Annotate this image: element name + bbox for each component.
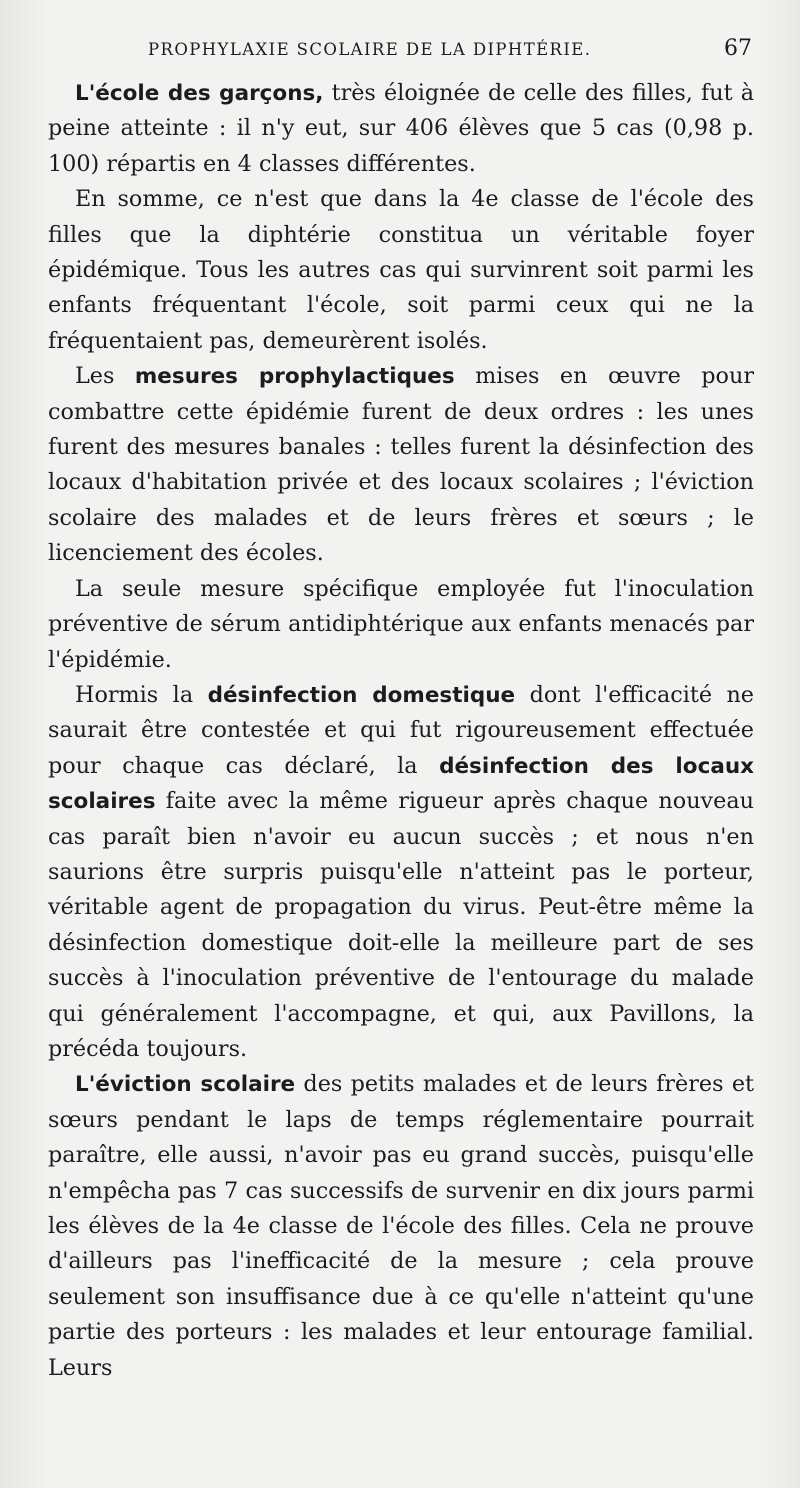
paragraph-text: Hormis la [75,681,208,708]
page-number: 67 [724,36,752,61]
paragraph [48,359,754,571]
body-text [48,76,754,1386]
paragraph-text: dont l'efficacité ne saurait être contestée et qui fut rigoureusement effectuée pour chaque cas déclaré, la [48,681,755,779]
paragraph-text: faite avec la même rigueur après chaque nouveau cas paraît bien n'avoir eu aucun succès ; et nous n'en saurions être surpris puisqu'elle n'atteint pas le porteur, véritable agent de propagation du virus. Peut-être même la désinfection domestique doit-elle la meilleure part de ses succès à l'inoculation préventive de l'entourage du malade qui généralement l'accompagne, et qui, aux Pavillons, la précéda toujours. [48,788,754,1062]
paragraph [48,572,754,678]
bold-phrase: L'éviction scolaire [75,1072,296,1098]
paragraph-text: Les [75,363,135,390]
bold-phrase: désinfection domestique [207,682,516,708]
bold-phrase: L'école des garçons, [75,81,324,106]
paragraph-text: En somme, ce n'est que dans la 4e classe de l'école des filles que la diphtérie constitua un véritable foyer épidémique. Tous les autres cas qui survinrent soit parmi les enfants fréquentant l'école, soit parmi ceux qui ne la fréquentaient pas, demeurèrent isolés. [48,186,754,354]
paragraph [48,1067,754,1386]
bold-phrase: désinfection des locaux scolaires [48,753,755,815]
paragraph-text: très éloignée de celle des filles, fut à peine atteinte : il n'y eut, sur 406 élèves que 5 cas (0,98 p. 100) répartis en 4 classes différentes. [48,80,754,177]
paragraph [48,76,754,182]
paragraph-text: des petits malades et de leurs frères et sœurs pendant le laps de temps réglementaire pourrait paraître, elle aussi, n'avoir pas eu grand succès, puisqu'elle n'empêcha pas 7 cas successifs de survenir en dix jours parmi les élèves de la 4e classe de l'école des filles. Cela ne prouve d'ailleurs pas l'inefficacité de la mesure ; cela prouve seulement son insuffisance due à ce qu'elle n'atteint qu'une partie des porteurs : les malades et leur entourage familial. Leurs [48,1071,754,1381]
paragraph-text: La seule mesure spécifique employée fut l'inoculation préventive de sérum antidiphtérique aux enfants menacés par l'épidémie. [48,575,754,673]
running-header [70,36,752,66]
paragraph [48,678,754,1067]
paragraph [48,182,754,359]
paragraph-text: mises en œuvre pour combattre cette épidémie furent de deux ordres : les unes furent des mesures banales : telles furent la désinfection des locaux d'habitation privée et des locaux scolaires ; l'éviction scolaire des malades et de leurs frères et sœurs ; le licenciement des écoles. [48,363,754,567]
running-title: PROPHYLAXIE SCOLAIRE DE LA DIPHTÉRIE. [148,40,592,59]
bold-phrase: mesures prophylactiques [134,364,455,390]
